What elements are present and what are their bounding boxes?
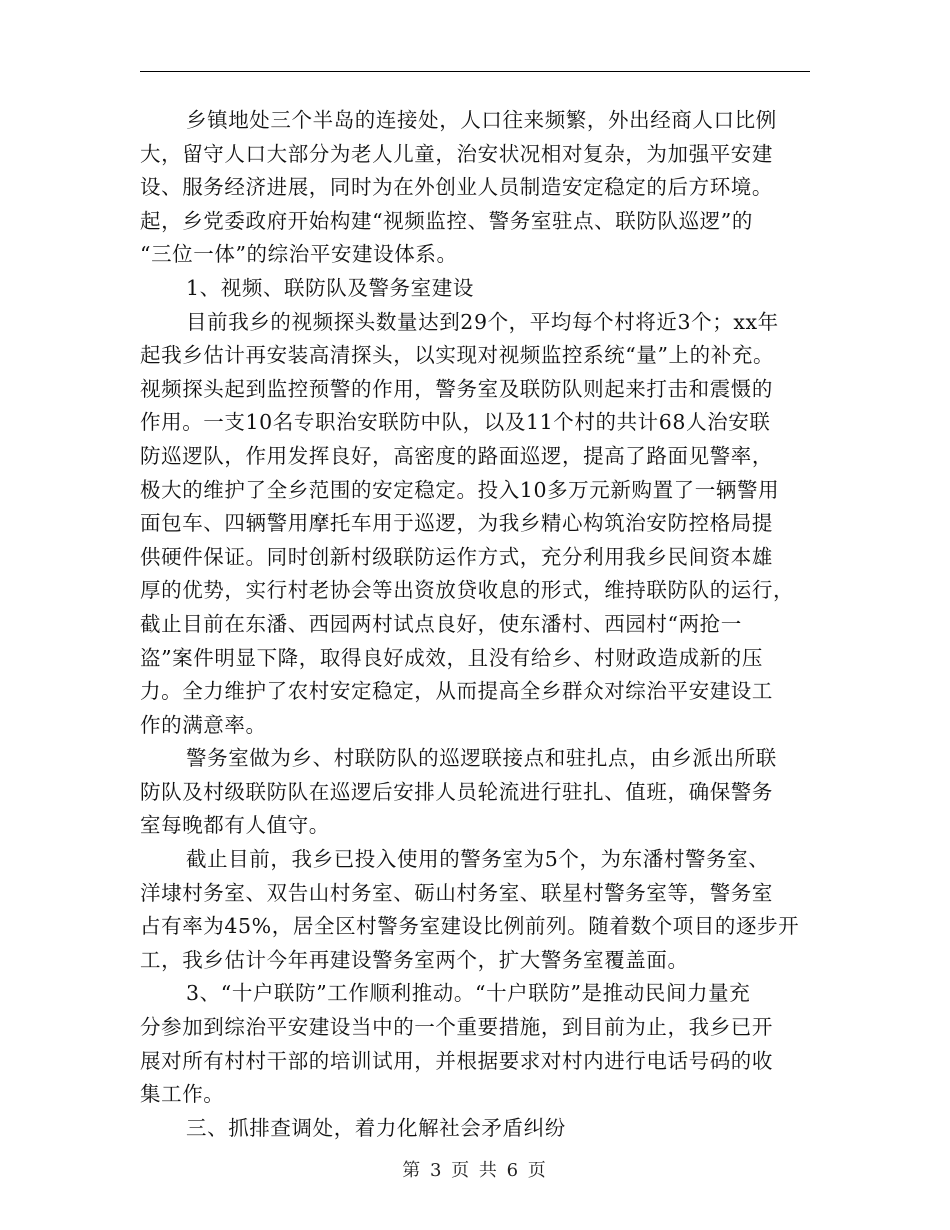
text-line: 作用。一支10名专职治安联防中队，以及11个村的共计68人治安联 xyxy=(140,410,771,435)
text-line: 视频探头起到监控预警的作用，警务室及联防队则起来打击和震慑的 xyxy=(140,376,773,401)
text-line: 起我乡估计再安装高清探头，以实现对视频监控系统“量”上的补充。 xyxy=(140,343,775,368)
text-line: 力。全力维护了农村安定稳定，从而提高全乡群众对综治平安建设工 xyxy=(140,679,773,704)
text-line: 面包车、四辆警用摩托车用于巡逻，为我乡精心构筑治安防控格局提 xyxy=(140,511,773,536)
text-line: 作的满意率。 xyxy=(140,712,267,737)
text-line: 防巡逻队，作用发挥良好，高密度的路面巡逻，提高了路面见警率， xyxy=(140,443,773,468)
text-line: 警务室做为乡、村联防队的巡逻联接点和驻扎点，由乡派出所联 xyxy=(186,746,777,771)
text-line: 截止目前，我乡已投入使用的警务室为5个，为东潘村警务室、 xyxy=(186,847,770,872)
text-line: 工，我乡估计今年再建设警务室两个，扩大警务室覆盖面。 xyxy=(140,947,689,972)
text-line: 乡镇地处三个半岛的连接处，人口往来频繁，外出经商人口比例 xyxy=(186,108,777,132)
text-line: 厚的优势，实行村老协会等出资放贷收息的形式，维持联防队的运行， xyxy=(140,578,795,603)
text-line: “三位一体”的综治平安建设体系。 xyxy=(140,242,458,267)
text-line: 占有率为45%，居全区村警务室建设比例前列。随着数个项目的逐步开 xyxy=(140,914,800,939)
text-line: 供硬件保证。同时创新村级联防运作方式，充分利用我乡民间资本雄 xyxy=(140,544,773,569)
document-body xyxy=(140,104,815,1145)
text-line: 截止目前在东潘、西园两村试点良好，使东潘村、西园村“两抢一 xyxy=(140,611,742,636)
text-line: 分参加到综治平安建设当中的一个重要措施，到目前为止，我乡已开 xyxy=(140,1015,773,1040)
text-line: 目前我乡的视频探头数量达到29个，平均每个村将近3个；xx年 xyxy=(186,309,779,334)
text-line: 防队及村级联防队在巡逻后安排人员轮流进行驻扎、值班，确保警务 xyxy=(140,779,773,804)
text-line: 室每晚都有人值守。 xyxy=(140,813,330,838)
text-line: 三、抓排查调处，着力化解社会矛盾纠纷 xyxy=(186,1115,566,1140)
text-line: 洋埭村务室、双告山村务室、砺山村务室、联星村警务室等，警务室 xyxy=(140,880,773,905)
page-footer: 第 3 页 共 6 页 xyxy=(402,1160,548,1181)
text-line: 极大的维护了全乡范围的安定稳定。投入10多万元新购置了一辆警用 xyxy=(140,477,780,502)
header-rule xyxy=(140,71,810,72)
text-line: 盗”案件明显下降，取得良好成效，且没有给乡、村财政造成新的压 xyxy=(140,645,763,670)
text-line: 1、视频、联防队及警务室建设 xyxy=(186,275,474,300)
text-line: 大，留守人口大部分为老人儿童，治安状况相对复杂，为加强平安建 xyxy=(140,141,773,166)
text-line: 起，乡党委政府开始构建“视频监控、警务室驻点、联防队巡逻”的 xyxy=(140,208,753,233)
text-line: 展对所有村村干部的培训试用，并根据要求对村内进行电话号码的收 xyxy=(140,1048,773,1073)
text-line: 3、“十户联防”工作顺利推动。“十户联防”是推动民间力量充 xyxy=(186,981,751,1006)
text-line: 集工作。 xyxy=(140,1082,225,1107)
text-line: 设、服务经济进展，同时为在外创业人员制造安定稳定的后方环境。 xyxy=(140,175,773,200)
